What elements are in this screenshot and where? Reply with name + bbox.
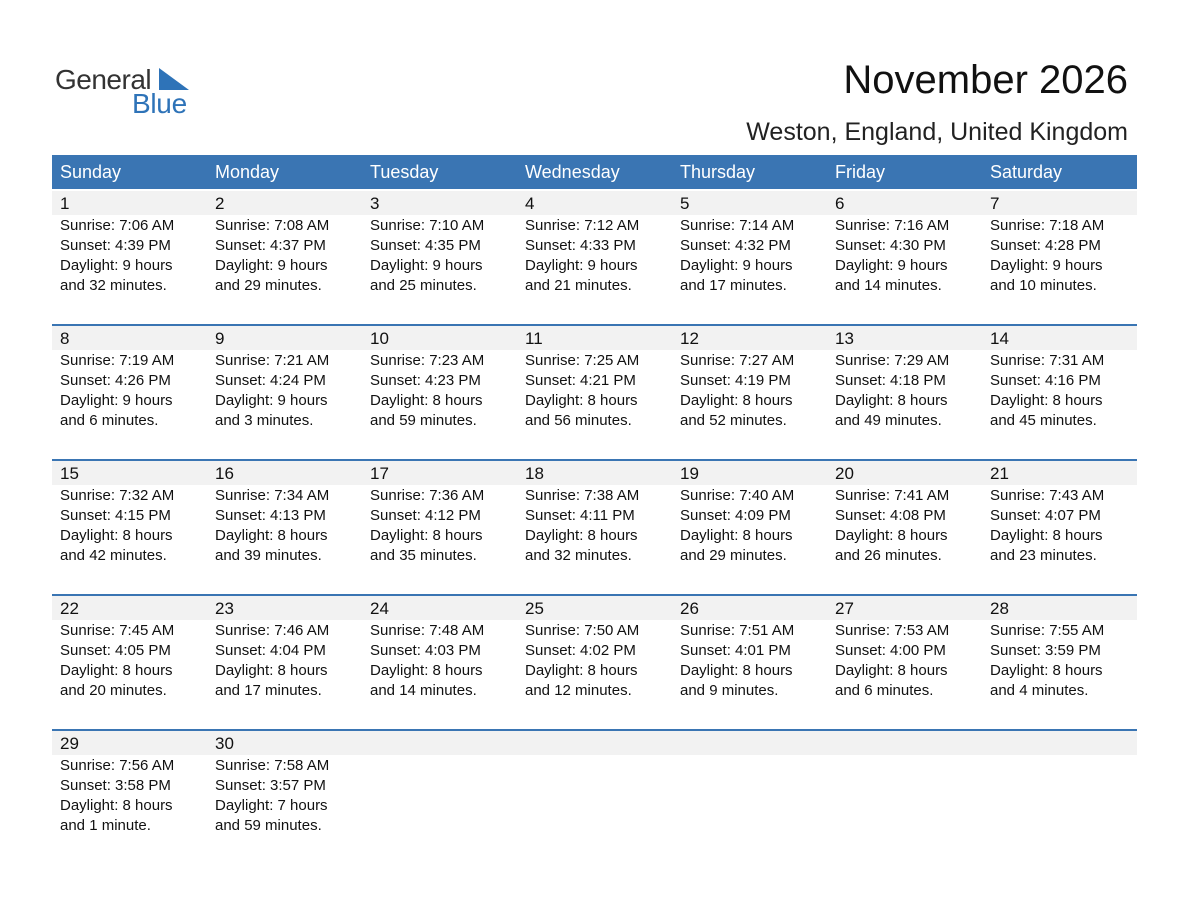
day-cell [827, 459, 982, 566]
day-cell [982, 594, 1137, 701]
day-number: 7 [990, 194, 1000, 213]
sunrise-text: Sunrise: 7:53 AM [835, 622, 950, 639]
day-cell [52, 459, 207, 566]
daylight-minutes-text: and 12 minutes. [525, 682, 632, 699]
day-cell [52, 594, 207, 701]
sunset-text: Sunset: 4:33 PM [525, 237, 636, 254]
sunrise-text: Sunrise: 7:23 AM [370, 352, 485, 369]
daylight-text: Daylight: 9 hours [680, 257, 793, 274]
daylight-text: Daylight: 8 hours [990, 662, 1103, 679]
location-subtitle: Weston, England, United Kingdom [746, 118, 1128, 146]
daylight-text: Daylight: 8 hours [525, 392, 638, 409]
day-number: 12 [680, 329, 699, 348]
week-days [52, 189, 1137, 296]
day-cell [672, 459, 827, 566]
daylight-minutes-text: and 56 minutes. [525, 412, 632, 429]
sunrise-text: Sunrise: 7:46 AM [215, 622, 330, 639]
logo-word-blue: Blue [132, 88, 187, 119]
week-days [52, 324, 1137, 431]
sunrise-text: Sunrise: 7:48 AM [370, 622, 485, 639]
day-cell [982, 324, 1137, 431]
day-cell [672, 189, 827, 296]
day-cell [517, 189, 672, 296]
sunrise-text: Sunrise: 7:51 AM [680, 622, 795, 639]
day-cell [207, 729, 362, 836]
sunset-text: Sunset: 4:21 PM [525, 372, 636, 389]
day-number: 13 [835, 329, 854, 348]
day-number: 1 [60, 194, 70, 213]
sunset-text: Sunset: 4:02 PM [525, 642, 636, 659]
weekday-sunday: Sunday [60, 162, 122, 182]
sunset-text: Sunset: 4:37 PM [215, 237, 326, 254]
sunrise-text: Sunrise: 7:38 AM [525, 487, 640, 504]
sunset-text: Sunset: 4:30 PM [835, 237, 946, 254]
sunrise-text: Sunrise: 7:14 AM [680, 217, 795, 234]
day-cell [982, 189, 1137, 296]
daylight-text: Daylight: 8 hours [835, 662, 948, 679]
daylight-minutes-text: and 17 minutes. [215, 682, 322, 699]
day-number: 6 [835, 194, 845, 213]
week-days [52, 729, 1137, 836]
day-number: 23 [215, 599, 234, 618]
day-number: 24 [370, 599, 389, 618]
daylight-text: Daylight: 9 hours [215, 392, 328, 409]
daylight-minutes-text: and 14 minutes. [370, 682, 477, 699]
day-cell [517, 324, 672, 431]
day-number: 15 [60, 464, 79, 483]
day-cell [362, 594, 517, 701]
daylight-text: Daylight: 8 hours [215, 527, 328, 544]
sunset-text: Sunset: 4:13 PM [215, 507, 326, 524]
week-row [52, 324, 1137, 459]
daylight-text: Daylight: 9 hours [990, 257, 1103, 274]
sunset-text: Sunset: 4:08 PM [835, 507, 946, 524]
daylight-minutes-text: and 32 minutes. [60, 277, 167, 294]
day-cell [362, 324, 517, 431]
daylight-text: Daylight: 8 hours [60, 662, 173, 679]
day-number: 25 [525, 599, 544, 618]
daylight-minutes-text: and 9 minutes. [680, 682, 779, 699]
weekday-tuesday: Tuesday [370, 162, 439, 182]
sunrise-text: Sunrise: 7:40 AM [680, 487, 795, 504]
sunset-text: Sunset: 4:24 PM [215, 372, 326, 389]
sunrise-text: Sunrise: 7:34 AM [215, 487, 330, 504]
daylight-text: Daylight: 8 hours [835, 392, 948, 409]
daylight-minutes-text: and 29 minutes. [215, 277, 322, 294]
day-number: 2 [215, 194, 225, 213]
day-number: 4 [525, 194, 535, 213]
day-number: 9 [215, 329, 225, 348]
sunset-text: Sunset: 4:04 PM [215, 642, 326, 659]
day-number: 27 [835, 599, 854, 618]
sunset-text: Sunset: 3:59 PM [990, 642, 1101, 659]
sunrise-text: Sunrise: 7:56 AM [60, 757, 175, 774]
logo-word-general: General [55, 64, 152, 95]
day-cell [207, 324, 362, 431]
daylight-text: Daylight: 8 hours [835, 527, 948, 544]
sunset-text: Sunset: 4:01 PM [680, 642, 791, 659]
daylight-minutes-text: and 26 minutes. [835, 547, 942, 564]
daylight-text: Daylight: 7 hours [215, 797, 328, 814]
day-number: 26 [680, 599, 699, 618]
weekday-monday: Monday [215, 162, 280, 182]
calendar-grid [52, 155, 1137, 864]
daylight-minutes-text: and 14 minutes. [835, 277, 942, 294]
sunrise-text: Sunrise: 7:10 AM [370, 217, 485, 234]
sunset-text: Sunset: 4:00 PM [835, 642, 946, 659]
sunrise-text: Sunrise: 7:18 AM [990, 217, 1105, 234]
sunrise-text: Sunrise: 7:45 AM [60, 622, 175, 639]
day-cell [827, 189, 982, 296]
daylight-minutes-text: and 6 minutes. [835, 682, 934, 699]
day-number: 8 [60, 329, 70, 348]
weekday-wednesday: Wednesday [525, 162, 620, 182]
sunrise-text: Sunrise: 7:32 AM [60, 487, 175, 504]
sunrise-text: Sunrise: 7:08 AM [215, 217, 330, 234]
daylight-minutes-text: and 59 minutes. [370, 412, 477, 429]
day-number: 11 [525, 329, 543, 348]
daylight-minutes-text: and 42 minutes. [60, 547, 167, 564]
daylight-text: Daylight: 8 hours [370, 392, 483, 409]
daylight-text: Daylight: 9 hours [60, 392, 173, 409]
weekday-thursday: Thursday [680, 162, 756, 182]
day-cell [517, 594, 672, 701]
daylight-text: Daylight: 8 hours [680, 662, 793, 679]
sunset-text: Sunset: 4:03 PM [370, 642, 481, 659]
day-cell [52, 324, 207, 431]
sunrise-text: Sunrise: 7:25 AM [525, 352, 640, 369]
sunrise-text: Sunrise: 7:41 AM [835, 487, 950, 504]
page-title: November 2026 [843, 58, 1128, 102]
sunset-text: Sunset: 3:57 PM [215, 777, 326, 794]
sunset-text: Sunset: 4:39 PM [60, 237, 171, 254]
weekday-saturday: Saturday [990, 162, 1063, 182]
sunrise-text: Sunrise: 7:36 AM [370, 487, 485, 504]
sunrise-text: Sunrise: 7:12 AM [525, 217, 640, 234]
daylight-minutes-text: and 49 minutes. [835, 412, 942, 429]
daylight-text: Daylight: 8 hours [525, 662, 638, 679]
daylight-minutes-text: and 32 minutes. [525, 547, 632, 564]
day-number: 5 [680, 194, 690, 213]
daylight-text: Daylight: 8 hours [370, 662, 483, 679]
sunrise-text: Sunrise: 7:19 AM [60, 352, 175, 369]
sunset-text: Sunset: 4:26 PM [60, 372, 171, 389]
sunrise-text: Sunrise: 7:43 AM [990, 487, 1105, 504]
daylight-minutes-text: and 10 minutes. [990, 277, 1097, 294]
week-row [52, 459, 1137, 594]
daylight-minutes-text: and 21 minutes. [525, 277, 632, 294]
week-days [52, 459, 1137, 566]
daylight-minutes-text: and 45 minutes. [990, 412, 1097, 429]
daylight-text: Daylight: 8 hours [60, 527, 173, 544]
day-number: 14 [990, 329, 1009, 348]
week-row [52, 594, 1137, 729]
sunset-text: Sunset: 4:19 PM [680, 372, 791, 389]
daylight-text: Daylight: 8 hours [60, 797, 173, 814]
daylight-text: Daylight: 8 hours [990, 527, 1103, 544]
sunrise-text: Sunrise: 7:50 AM [525, 622, 640, 639]
week-row [52, 729, 1137, 864]
day-cell [52, 729, 207, 836]
daylight-text: Daylight: 8 hours [680, 527, 793, 544]
day-cell [827, 324, 982, 431]
daylight-text: Daylight: 9 hours [525, 257, 638, 274]
sunset-text: Sunset: 4:23 PM [370, 372, 481, 389]
daylight-text: Daylight: 8 hours [215, 662, 328, 679]
sunset-text: Sunset: 4:09 PM [680, 507, 791, 524]
sunset-text: Sunset: 3:58 PM [60, 777, 171, 794]
daylight-text: Daylight: 8 hours [990, 392, 1103, 409]
daylight-minutes-text: and 3 minutes. [215, 412, 314, 429]
sunrise-text: Sunrise: 7:29 AM [835, 352, 950, 369]
daylight-text: Daylight: 8 hours [525, 527, 638, 544]
day-cell [827, 594, 982, 701]
day-cell [207, 594, 362, 701]
sunrise-text: Sunrise: 7:58 AM [215, 757, 330, 774]
day-cell [672, 324, 827, 431]
weekday-friday: Friday [835, 162, 886, 182]
sunset-text: Sunset: 4:35 PM [370, 237, 481, 254]
sunrise-text: Sunrise: 7:06 AM [60, 217, 175, 234]
daylight-minutes-text: and 1 minute. [60, 817, 151, 834]
day-cell [362, 189, 517, 296]
day-number: 3 [370, 194, 380, 213]
sunset-text: Sunset: 4:05 PM [60, 642, 171, 659]
day-number: 20 [835, 464, 854, 483]
day-number: 21 [990, 464, 1009, 483]
day-cell [362, 459, 517, 566]
day-number: 28 [990, 599, 1009, 618]
sunrise-text: Sunrise: 7:16 AM [835, 217, 950, 234]
day-cell [207, 459, 362, 566]
daylight-minutes-text: and 59 minutes. [215, 817, 322, 834]
week-days [52, 594, 1137, 701]
day-cell [207, 189, 362, 296]
day-number: 19 [680, 464, 699, 483]
sunset-text: Sunset: 4:32 PM [680, 237, 791, 254]
daylight-text: Daylight: 8 hours [680, 392, 793, 409]
day-number: 16 [215, 464, 234, 483]
daylight-minutes-text: and 17 minutes. [680, 277, 787, 294]
daylight-minutes-text: and 23 minutes. [990, 547, 1097, 564]
sunset-text: Sunset: 4:28 PM [990, 237, 1101, 254]
daylight-minutes-text: and 39 minutes. [215, 547, 322, 564]
day-number: 30 [215, 734, 234, 753]
weeks-container [52, 189, 1137, 864]
sunset-text: Sunset: 4:16 PM [990, 372, 1101, 389]
sunrise-text: Sunrise: 7:21 AM [215, 352, 330, 369]
day-number: 17 [370, 464, 389, 483]
day-cell [517, 459, 672, 566]
sunrise-text: Sunrise: 7:55 AM [990, 622, 1105, 639]
daylight-minutes-text: and 29 minutes. [680, 547, 787, 564]
day-cell [672, 594, 827, 701]
day-number: 18 [525, 464, 544, 483]
sunset-text: Sunset: 4:12 PM [370, 507, 481, 524]
sunset-text: Sunset: 4:18 PM [835, 372, 946, 389]
day-number: 22 [60, 599, 79, 618]
daylight-text: Daylight: 9 hours [835, 257, 948, 274]
sunrise-text: Sunrise: 7:31 AM [990, 352, 1105, 369]
daylight-minutes-text: and 35 minutes. [370, 547, 477, 564]
daylight-minutes-text: and 25 minutes. [370, 277, 477, 294]
day-cell [982, 459, 1137, 566]
daylight-text: Daylight: 9 hours [60, 257, 173, 274]
daylight-minutes-text: and 20 minutes. [60, 682, 167, 699]
daylight-text: Daylight: 9 hours [370, 257, 483, 274]
sunrise-text: Sunrise: 7:27 AM [680, 352, 795, 369]
day-number: 10 [370, 329, 389, 348]
day-number: 29 [60, 734, 79, 753]
day-cell [52, 189, 207, 296]
sunset-text: Sunset: 4:11 PM [525, 507, 635, 524]
weekday-header-row [52, 155, 1137, 189]
daylight-minutes-text: and 4 minutes. [990, 682, 1089, 699]
daylight-text: Daylight: 8 hours [370, 527, 483, 544]
logo [55, 64, 205, 120]
daylight-minutes-text: and 52 minutes. [680, 412, 787, 429]
daylight-minutes-text: and 6 minutes. [60, 412, 159, 429]
sunset-text: Sunset: 4:15 PM [60, 507, 171, 524]
week-row [52, 189, 1137, 324]
sunset-text: Sunset: 4:07 PM [990, 507, 1101, 524]
daylight-text: Daylight: 9 hours [215, 257, 328, 274]
